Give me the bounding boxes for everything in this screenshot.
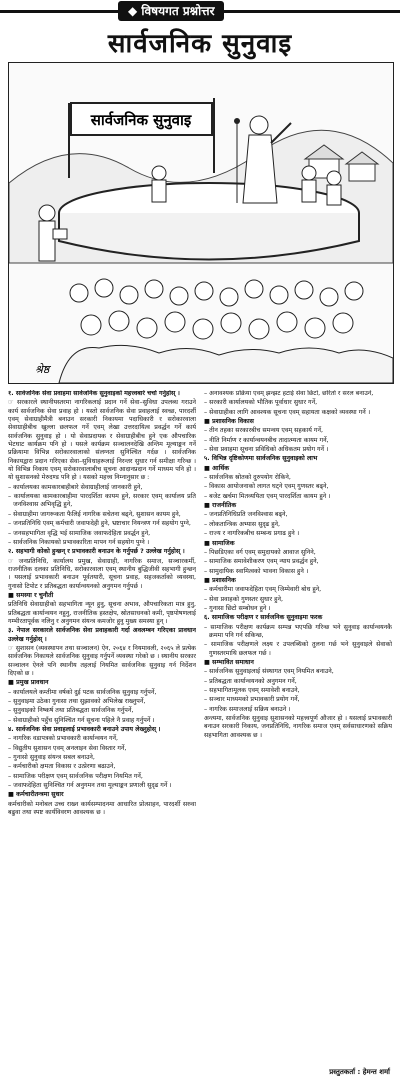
banner-text: सार्वजनिक सुनुवाइ bbox=[90, 111, 192, 129]
bullet-item: – कर्मचारीमा जवाफदेहिता एवम् जिम्मेवारी बोध हुने, bbox=[204, 586, 322, 594]
section-heading: ५. विभिन्न दृष्टिकोणमा सार्वजनिक सुनुवाइको लाभ bbox=[204, 455, 318, 463]
bullet-item: – प्रतिबद्धता कार्यान्वयनको अनुगमन गर्ने, bbox=[204, 677, 297, 685]
bullet-item: – सामाजिक परीक्षण एवम् सार्वजनिक परीक्षण नियमित गर्ने, bbox=[8, 772, 143, 780]
bullet-item: – तीन तहका सरकारबीच समन्वय एवम् सहकार्य गर्ने, bbox=[204, 427, 323, 435]
paragraph: कर्मचारीको मनोबल उच्च राख्न कार्यसम्पादनमा आधारित प्रोत्साहन, पारदर्शी सरुवा बढुवा तथा स्पष्ट कार्यविवरण आवश्यक छ । bbox=[8, 800, 196, 817]
bullet-item: – सञ्चार माध्यमको प्रभावकारी प्रयोग गर्ने, bbox=[204, 696, 300, 704]
right-column bbox=[204, 390, 392, 1074]
section-heading: ■ सम्भावित समाधान bbox=[204, 658, 254, 666]
bullet-item: – जनसहभागिता वृद्धि भई सामाजिक जवाफदेहिता प्रवर्द्धन हुने, bbox=[8, 529, 151, 537]
bullet-item: – गुनासो सुनुवाइ संयन्त्र सबल बनाउने, bbox=[8, 754, 95, 762]
bullet-item: – नागरिक समाजलाई सक्रिय बनाउने । bbox=[204, 705, 291, 713]
article-title: सार्वजनिक सुनुवाइ bbox=[107, 29, 293, 59]
bullet-item: – अनावश्यक प्रक्रिया एवम् झन्झट हटाई सेवा छिटो, छरितो र सरल बनाउने, bbox=[204, 390, 374, 397]
section-heading: २. सहभागी कोको हुन्छन् र प्रभावकारी बनाउन के गर्नुपर्छ ? उल्लेख गर्नुहोस् । bbox=[8, 548, 185, 556]
bullet-item: – लोकतान्त्रिक अभ्यास सुदृढ हुने, bbox=[204, 520, 281, 528]
section-heading: ■ प्रमुख प्रावधान bbox=[8, 679, 49, 687]
section-heading: ■ प्रशासनिक bbox=[204, 576, 236, 584]
section-heading: ३. नेपाल सरकारले सार्वजनिक सेवा प्रवाहकारी गर्दा अवलम्बन गरिएका प्रावधान उल्लेख गर्नुहोस् । bbox=[8, 627, 196, 643]
bullet-item: – जनप्रतिनिधिप्रति जनविश्वास बढ्ने, bbox=[204, 511, 288, 519]
paragraph: ☞ सरकारले स्थानीयस्तरमा नागरिकलाई प्रदान गर्ने सेवा–सुविधा उपलब्ध गराउने कार्य सार्वजनिक सेवा प्रवाह हो । यस्तो सार्वजनिक सेवा प्रवाहलाई स्वच्छ, पारदर्शी एवम् सेवाग्राहीमैत्री बनाउन सरकारी निकायमा पदाधिकारी र सरोकारवाला सेवाग्राहीबीच खुल्ला छलफल गर्ने एवम् लेखा उत्तरदायित्व प्रवर्द्धन गर्ने कार्य सार्वजनिक सुनुवाइ हो । यो सेवाप्रदायक र सेवाग्राहीबीच हुने एक औपचारिक भेटघाट कार्यक्रम पनि हो । यसले कार्यक्रम सञ्चालनदेखि अन्तिम मूल्याङ्कन गर्ने प्रक्रियामा विभिन्न सरोकारवालाको संलग्नता सुनिश्चित गर्दछ । सार्वजनिक निकायद्वारा प्रदान गरिएका सेवा–सुविधाहरूलाई निरन्तर सुधार गर्न समीक्षा गरिन्छ । यो विभिन्न निकाय एवम् सरोकारवालाबीच सूचना आदानप्रदान गर्ने माध्यम पनि हो । यो सुशासनको मेरुदण्ड पनि हो । यसको महत्त्व निम्नानुसार छ : bbox=[8, 399, 196, 482]
bullet-item: – राज्य र नागरिकबीच सम्बन्ध प्रगाढ हुने । bbox=[204, 530, 300, 538]
bullet-item: – सरकारी कार्यालयको भौतिक पूर्वाधार सुधार गर्ने, bbox=[204, 399, 318, 407]
bullet-item: – विद्युतीय सुशासन एवम् अनलाइन सेवा विस्तार गर्ने, bbox=[8, 744, 127, 752]
section-heading: ■ प्रशासनिक विकास bbox=[204, 418, 254, 426]
section-heading: ४. सार्वजनिक सेवा प्रवाहलाई प्रभावकारी बनाउने उपाय लेख्नुहोस् । bbox=[8, 726, 161, 734]
section-heading: ■ समस्या र चुनौती bbox=[8, 591, 54, 599]
bullet-item: – पिछडिएका वर्ग एवम् समुदायको आवाज सुनिने, bbox=[204, 548, 316, 556]
author-credit: प्रस्तुतकर्ता : हेमन्त शर्मा bbox=[329, 1068, 390, 1076]
section-heading: ■ राजनीतिक bbox=[204, 502, 237, 510]
bullet-item: – कार्यालयका कामकारबाहीबारे सेवाग्राहीलाई जानकारी हुने, bbox=[8, 483, 143, 491]
section-heading: १. सार्वजनिक सेवा प्रवाहमा सार्वजनिक सुनुवाइको महत्त्वबारे चर्चा गर्नुहोस् । bbox=[8, 390, 180, 397]
bullet-item: – सेवाग्राहीका लागि आवश्यक सूचना एवम् सहायता कक्षको व्यवस्था गर्ने । bbox=[204, 408, 371, 416]
bullet-item: – सहभागितामूलक एवम् समावेशी बनाउने, bbox=[204, 687, 300, 694]
artist-signature: श्रेष्ठ bbox=[35, 363, 50, 376]
bullet-item: – सेवाग्राहीको पहुँच सुनिश्चित गर्न सूचना पहिले नै प्रवाह गर्नुपर्ने । bbox=[8, 716, 155, 724]
public-hearing-illustration bbox=[9, 63, 393, 383]
left-column bbox=[8, 390, 196, 1074]
bullet-item: – सामुदायिक स्वामित्वको भावना विकास हुने । bbox=[204, 567, 309, 575]
bullet-item: – नागरिक वडापत्रको प्रभावकारी कार्यान्वयन गर्ने, bbox=[8, 735, 119, 743]
cartoon-illustration bbox=[8, 62, 394, 384]
header-bar bbox=[0, 0, 400, 22]
paragraph: ☞ सुशासन (व्यवस्थापन तथा सञ्चालन) ऐन, २०६४ र नियमावली, २०६५ ले प्रत्येक सार्वजनिक निकायले सार्वजनिक सुनुवाइ गर्नुपर्ने व्यवस्था गरेको छ । स्थानीय सरकार सञ्चालन ऐनले पनि स्थानीय तहलाई नियमित सार्वजनिक सुनुवाइ गर्न निर्देशन दिएको छ । bbox=[8, 644, 196, 677]
section-tag: ◆ विषयगत प्रश्नोत्तर bbox=[118, 1, 224, 21]
paragraph: अन्त्यमा, सार्वजनिक सुनुवाइ सुशासनको महत्त्वपूर्ण औजार हो । यसलाई प्रभावकारी बनाउन सरकारी निकाय, जनप्रतिनिधि, नागरिक समाज एवम् सर्वसाधारणको सक्रिय सहभागिता आवश्यक छ । bbox=[204, 715, 392, 739]
section-heading: ६. सामाजिक परीक्षण र सार्वजनिक सुनुवाइमा फरक bbox=[204, 614, 323, 622]
bullet-item: – सामाजिक परीक्षणले लक्ष्य र उपलब्धिको तुलना गर्छ भने सुनुवाइले सेवाको गुणस्तरमाथि छलफल गर्छ । bbox=[204, 641, 392, 657]
bullet-item: – सुनुवाइको निष्कर्ष तथा प्रतिबद्धता सार्वजनिक गर्नुपर्ने, bbox=[8, 707, 134, 715]
bullet-item: – सार्वजनिक स्रोतको दुरुपयोग रोकिने, bbox=[204, 474, 291, 482]
paragraph: ☞ जनप्रतिनिधि, कार्यालय प्रमुख, सेवाग्राही, नागरिक समाज, सञ्चारकर्मी, राजनीतिक दलका प्रतिनिधि, सरोकारवाला एवम् स्थानीय बुद्धिजीवी सहभागी हुन्छन् । यसलाई प्रभावकारी बनाउन पूर्वतयारी, सूचना प्रवाह, सहजकर्ताको व्यवस्था, गुनासो टिपोट र प्रतिबद्धता कार्यान्वयनको अनुगमन गर्नुपर्छ । bbox=[8, 557, 196, 590]
bullet-item: – जनप्रतिनिधि एवम् कर्मचारी जवाफदेही हुने, भ्रष्टाचार नियन्त्रण गर्न सहयोग पुग्ने, bbox=[8, 520, 191, 528]
section-heading: ■ कर्मचारीतन्त्रमा सुधार bbox=[8, 791, 64, 799]
bullet-item: – सामाजिक समावेशीकरण एवम् न्याय प्रवर्द्धन हुने, bbox=[204, 558, 319, 566]
section-heading: ■ सामाजिक bbox=[204, 539, 235, 547]
bullet-item: – विकास आयोजनाको लागत घट्ने एवम् गुणस्तर बढ्ने, bbox=[204, 483, 329, 491]
paragraph: प्रतिनिधि सेवाग्राहीको सहभागिता न्यून हुनु, सूचना अभाव, औपचारिकता मात्र हुनु, प्रतिबद्धता कार्यान्वयन नहुनु, राजनीतिक हस्तक्षेप, स्रोतसाधनको कमी, पृष्ठपोषणलाई गम्भीरतापूर्वक नलिनु र अनुगमन संयन्त्र कमजोर हुनु मुख्य समस्या हुन् । bbox=[8, 601, 196, 625]
bullet-item: – सेवा प्रवाहमा सूचना प्रविधिको अधिकतम प्रयोग गर्ने । bbox=[204, 446, 329, 454]
bullet-item: – गुनासा छिटो सम्बोधन हुने । bbox=[204, 604, 271, 612]
bullet-item: – बजेट खर्चमा मितव्ययिता एवम् पारदर्शिता कायम हुने । bbox=[204, 492, 331, 500]
bullet-item: – सामाजिक परीक्षण कार्यक्रम सम्पन्न भएपछि गरिन्छ भने सुनुवाइ कार्यान्वयनकै क्रममा पनि गर्न सकिन्छ, bbox=[204, 623, 392, 639]
bullet-item: – कार्यालयका कामकारबाहीमा पारदर्शिता कायम हुने, सरकार एवम् कार्यालय प्रति जनविश्वास अभिवृद्धि हुने, bbox=[8, 493, 196, 509]
bullet-item: – कार्यालयले कम्तीमा वर्षको दुई पटक सार्वजनिक सुनुवाइ गर्नुपर्ने, bbox=[8, 688, 157, 696]
section-heading: ■ आर्थिक bbox=[204, 464, 230, 472]
bullet-item: – कर्मचारीको क्षमता विकास र उत्प्रेरणा बढाउने, bbox=[8, 763, 116, 771]
bullet-item: – जवाफदेहिता सुनिश्चित गर्न अनुगमन तथा मूल्याङ्कन प्रणाली सुदृढ गर्ने । bbox=[8, 782, 172, 790]
bullet-item: – सेवा प्रवाहको गुणस्तर सुधार हुने, bbox=[204, 595, 283, 603]
bullet-item: – सार्वजनिक सुनुवाइलाई संस्थागत एवम् नियमित बनाउने, bbox=[204, 668, 334, 676]
article-body bbox=[8, 390, 392, 1074]
bullet-item: – नीति निर्माण र कार्यान्वयनबीच तादात्म्यता कायम गर्ने, bbox=[204, 436, 329, 444]
bullet-item: – सुनुवाइमा उठेका गुनासा तथा सुझावको अभिलेख राख्नुपर्ने, bbox=[8, 698, 146, 706]
bullet-item: – सार्वजनिक निकायको प्रभावकारिता मापन गर्न सहयोग पुग्ने । bbox=[8, 538, 150, 546]
bullet-item: – सेवाग्राहीमा जागरूकता फैलिई नागरिक सचेतना बढ्ने, सुशासन कायम हुने, bbox=[8, 510, 181, 518]
